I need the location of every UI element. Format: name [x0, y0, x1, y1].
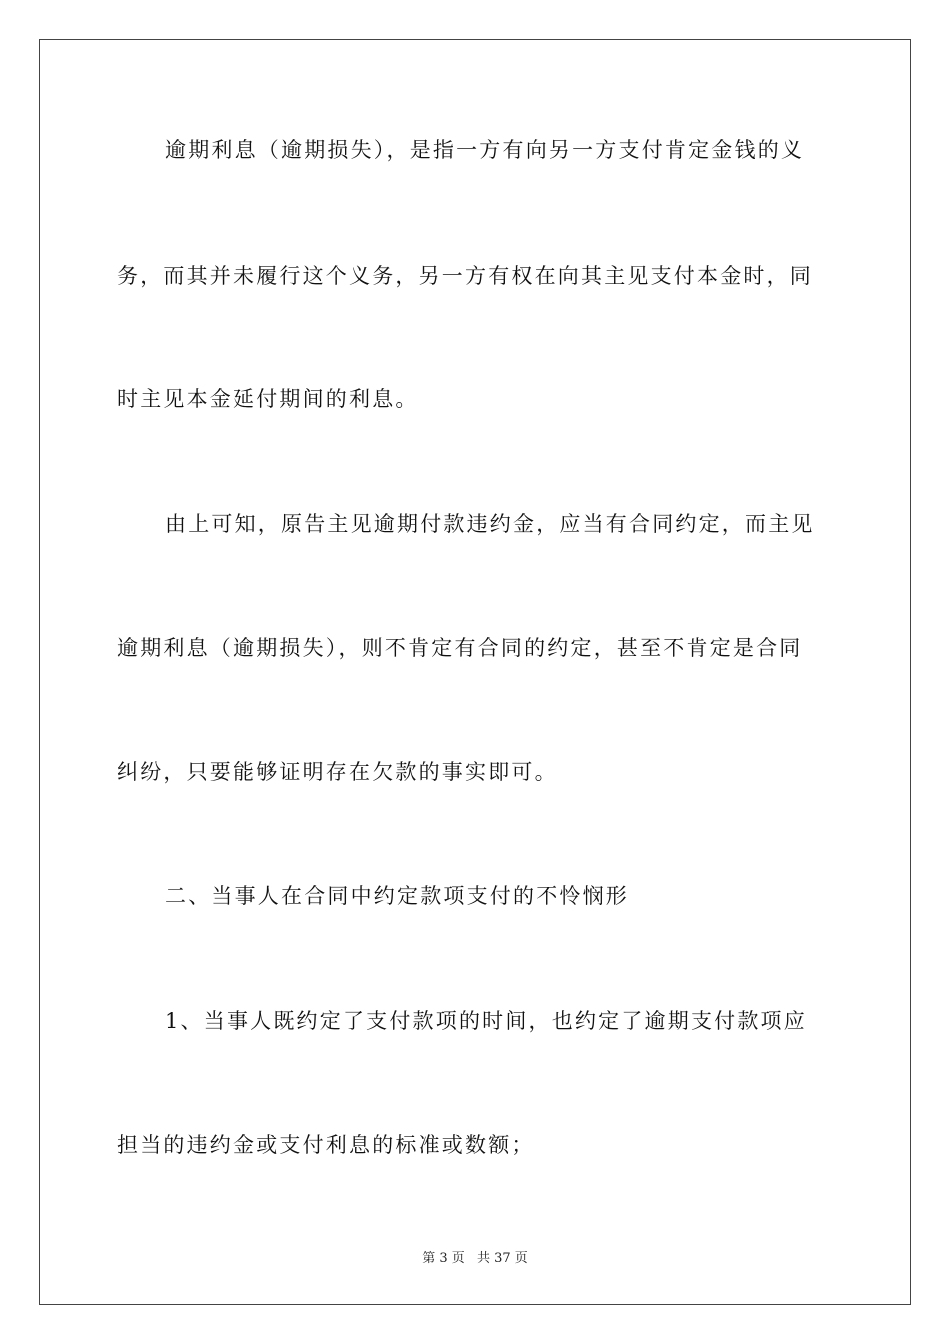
paragraph-line-2: 务，而其并未履行这个义务，另一方有权在向其主见支付本金时，同 [117, 264, 813, 288]
page-number: 第 3 页 [422, 1251, 465, 1266]
paragraph-line-8: 1、当事人既约定了支付款项的时间，也约定了逾期支付款项应 [165, 1009, 807, 1033]
paragraph-line-6: 纠纷，只要能够证明存在欠款的事实即可。 [117, 760, 558, 784]
section-heading: 二、当事人在合同中约定款项支付的不怜悯形 [165, 884, 629, 908]
total-pages: 共 37 页 [476, 1251, 528, 1266]
paragraph-line-1: 逾期利息（逾期损失），是指一方有向另一方支付肯定金钱的义 [165, 138, 805, 162]
page-border [39, 39, 911, 1305]
paragraph-line-9: 担当的违约金或支付利息的标准或数额； [117, 1133, 535, 1157]
paragraph-line-4: 由上可知，原告主见逾期付款违约金，应当有合同约定，而主见 [165, 512, 815, 536]
page-footer [0, 1247, 950, 1266]
paragraph-line-5: 逾期利息（逾期损失），则不肯定有合同的约定，甚至不肯定是合同 [117, 636, 803, 660]
paragraph-line-3: 时主见本金延付期间的利息。 [117, 387, 419, 411]
